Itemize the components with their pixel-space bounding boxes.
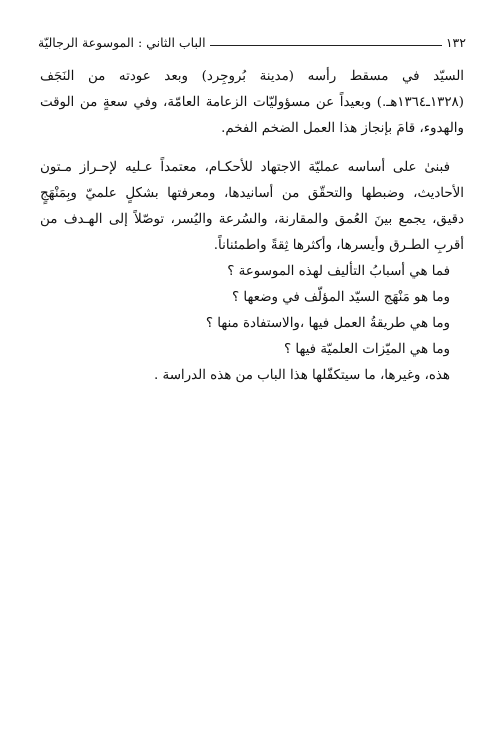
- question-line: وما هو مَنْهَج السيّد المؤلّف في وضعها ؟: [232, 290, 450, 305]
- paragraph: السيّد في مسقط رأسه (مدينة بُروجِرد) وبعد عودته من النَجَف (١٣٢٨ـ١٣٦٤هـ.) وبعيداً عن مسؤوليّات الزعامة العامّة، وفي سعةٍ من الوقت والهدوء، قامَ بإنجاز هذا العمل الضخم الفخم.: [40, 69, 464, 136]
- paragraph-gap: [40, 142, 464, 155]
- header-rule: [210, 44, 442, 46]
- paragraph: فبنىٰ على أساسه عمليّة الاجتهاد للأحكـام، معتمداً عـليه لإحـراز مـتون الأحاديث، وضبطها والتحقّق من أسانيدها، ومعرفتها بشكلٍ علميّ وبِمَنْهَجٍ دقيق، يجمع بينَ العُمق والمقارنة، والسُرعة واليُسر، توصّلاً إلى الهـدف من أقربِ الطـرق وأيسرها، وأكثرها ثِقةً واطمئناناً.: [40, 160, 464, 253]
- page-body: [40, 64, 464, 389]
- question-line: وما هي الميّزات العلميّة فيها ؟: [284, 342, 450, 357]
- question-line: فما هي أسبابُ التأليف لهذه الموسوعة ؟: [227, 264, 450, 279]
- running-title: الباب الثاني : الموسوعة الرجاليّة: [38, 35, 206, 50]
- question-line: وما هي طريقةُ العمل فيها ،والاستفادة منها ؟: [205, 316, 450, 331]
- page-header: [38, 30, 466, 50]
- closing-line: هذه، وغيرها، ما سيتكفّلها هذا الباب من هذه الدراسة .: [154, 368, 450, 383]
- page-number: ١٣٢: [445, 35, 466, 50]
